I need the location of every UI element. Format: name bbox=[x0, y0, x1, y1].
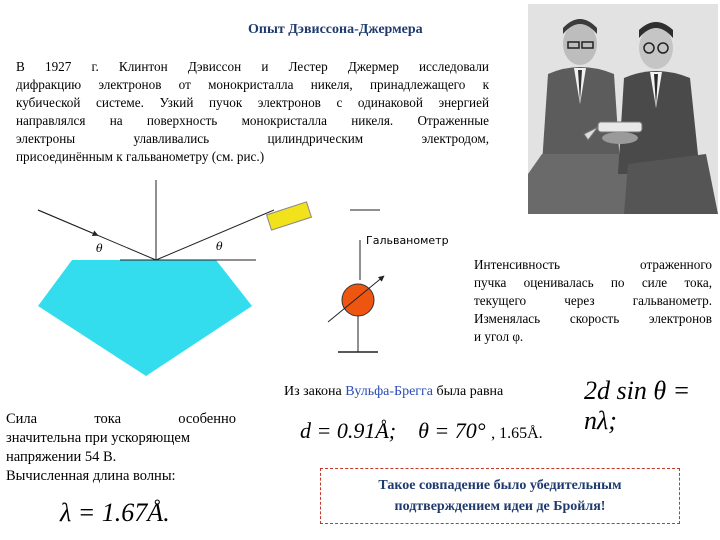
intro-paragraph bbox=[16, 58, 489, 166]
d-value: d = 0.91Å; bbox=[300, 418, 397, 443]
intro-line: электроны улавливались цилиндрическим электродом, bbox=[16, 131, 489, 146]
intro-line: дифракцию электронов от монокристалла никеля, принадлежащего к bbox=[16, 77, 489, 92]
intensity-line: текущего через гальванометр. bbox=[474, 293, 712, 308]
law-prefix: Из закона bbox=[284, 384, 346, 399]
reflected-beam bbox=[156, 210, 274, 260]
theta-label-right: θ bbox=[216, 240, 223, 253]
intro-line: кубической системе. Узкий пучок электронов с одинаковой энергией bbox=[16, 95, 489, 110]
intro-line: В 1927 г. Клинтон Дэвиссон и Лестер Джермер исследовали bbox=[16, 59, 489, 74]
current-line: напряжении 54 В. bbox=[6, 449, 117, 465]
conclusion-line: подтверждением идеи де Бройля! bbox=[394, 499, 606, 514]
law-suffix: была равна bbox=[433, 384, 504, 399]
theta-value: θ = 70° bbox=[418, 418, 486, 443]
results-formula bbox=[300, 418, 543, 444]
page-title: Опыт Дэвиссона-Джермера bbox=[248, 22, 423, 37]
nickel-crystal bbox=[38, 260, 252, 376]
current-line: Вычисленная длина волны: bbox=[6, 468, 176, 484]
intensity-paragraph bbox=[474, 256, 712, 346]
current-line: Сила тока особенно bbox=[6, 411, 236, 427]
intro-line: присоединённым к гальванометру (см. рис.) bbox=[16, 149, 265, 164]
scientists-photo bbox=[528, 4, 718, 214]
intro-line: направлялся на поверхность монокристалла никеля. Отраженные bbox=[16, 113, 489, 128]
conclusion-box bbox=[320, 468, 680, 524]
extra-value: , 1.65Å. bbox=[491, 425, 543, 442]
detector-electrode bbox=[267, 202, 312, 230]
intensity-line: пучка оценивалась по силе тока, bbox=[474, 275, 712, 290]
bragg-law-text bbox=[284, 384, 503, 400]
current-line: значительна при ускоряющем bbox=[6, 430, 191, 446]
bragg-law-link[interactable]: Вульфа-Брегга bbox=[345, 384, 433, 399]
galvanometer-label: Гальванометр bbox=[366, 234, 449, 247]
current-paragraph bbox=[6, 410, 236, 486]
conclusion-line: Такое совпадение было убедительным bbox=[378, 478, 622, 493]
bragg-formula: 2d sin θ = nλ; bbox=[584, 376, 691, 435]
experiment-diagram bbox=[20, 180, 470, 380]
intensity-line: Интенсивность отраженного bbox=[474, 257, 712, 272]
wavelength-formula: λ = 1.67Å. bbox=[60, 498, 170, 527]
theta-label-left: θ bbox=[96, 242, 103, 255]
intensity-line: и угол φ. bbox=[474, 329, 524, 344]
intensity-line: Изменялась скорость электронов bbox=[474, 311, 712, 326]
